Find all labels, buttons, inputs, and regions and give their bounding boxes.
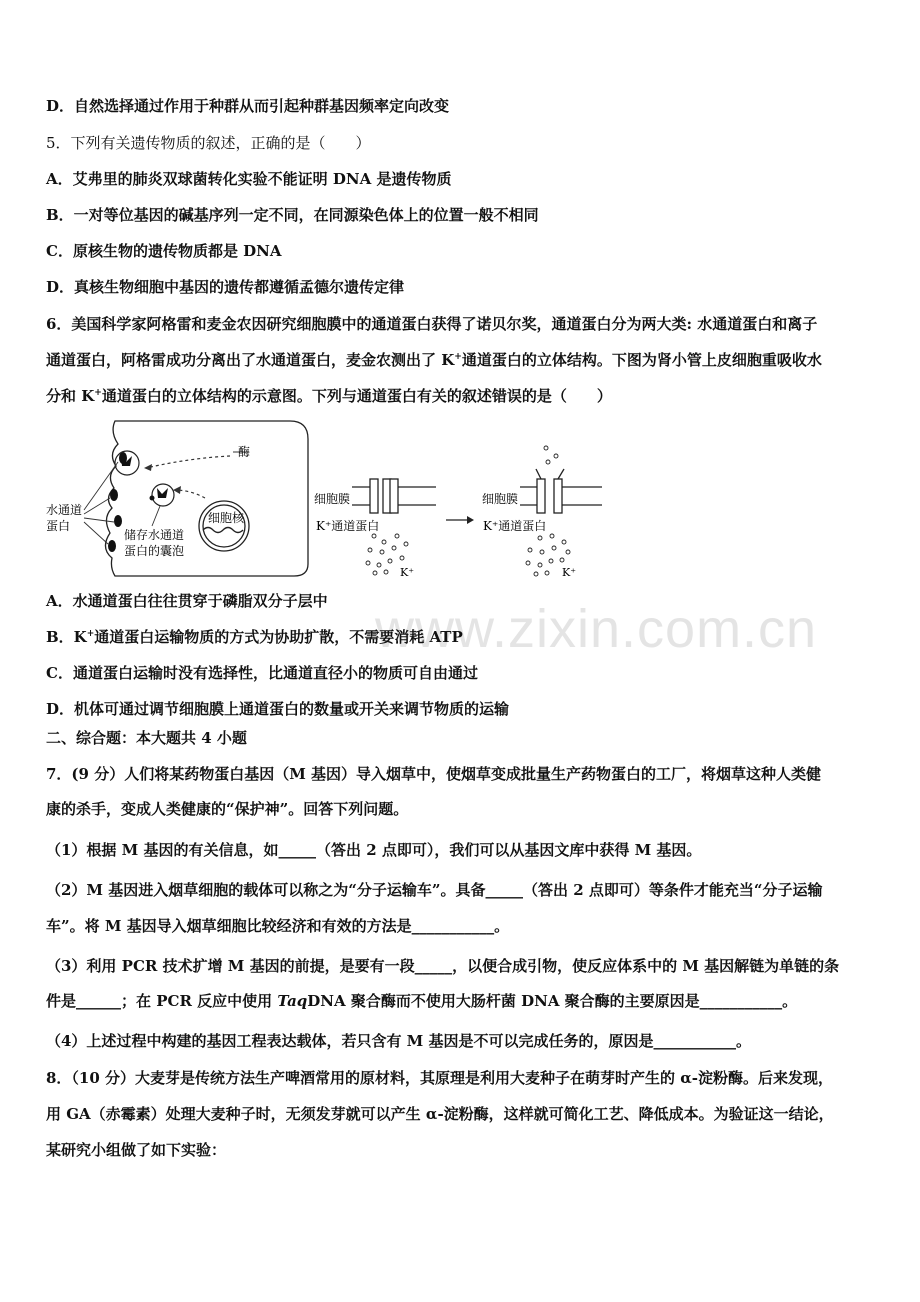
label-vesicle-2: 蛋白的囊泡 <box>124 544 185 558</box>
question-8-line-3: 某研究小组做了如下实验： <box>46 1141 227 1159</box>
label-kchannel-2: K⁺通道蛋白 <box>483 519 547 533</box>
label-enzyme: 酶 <box>238 445 251 459</box>
question-7-line-1: 7．(9 分）人们将某药物蛋白基因（M 基因）导入烟草中，使烟草变成批量生产药物蛋白的工厂，将烟草这种人类健 <box>46 765 822 783</box>
question-7-part-3-line-1: （3）利用 PCR 技术扩增 M 基因的前提，是要有一段_____，以便合成引物，使反应体系中的 M 基因解链为单链的条 <box>46 957 840 975</box>
option-5d-prev: D．自然选择通过作用于种群从而引起种群基因频率定向改变 <box>46 97 450 115</box>
label-kchannel-1: K⁺通道蛋白 <box>316 519 380 533</box>
option-5c: C．原核生物的遗传物质都是 DNA <box>46 242 282 260</box>
channel-protein-figure <box>40 418 610 582</box>
label-aqp-1: 水通道 <box>46 503 83 517</box>
label-kion-1: K⁺ <box>400 566 415 579</box>
label-kion-2: K⁺ <box>562 566 577 579</box>
nucleus-icon <box>199 501 249 551</box>
membrane-closed <box>352 479 436 513</box>
label-vesicle-1: 储存水通道 <box>124 528 185 542</box>
option-5a: A．艾弗里的肺炎双球菌转化实验不能证明 DNA 是遗传物质 <box>46 170 452 188</box>
k-ions-2 <box>526 446 570 576</box>
dashed-arrow-1 <box>146 456 230 468</box>
question-7-part-1: （1）根据 M 基因的有关信息，如_____（答出 2 点即可），我们可以从基因文库中获得 M 基因。 <box>46 841 702 859</box>
question-6-line-1: 6．美国科学家阿格雷和麦金农因研究细胞膜中的通道蛋白获得了诺贝尔奖，通道蛋白分为两大类: 水通道蛋白和离子 <box>46 315 818 333</box>
question-8-line-2: 用 GA（赤霉素）处理大麦种子时，无须发芽就可以产生 α-淀粉酶，这样就可简化工艺、降低成本。为验证这一结论， <box>46 1105 834 1123</box>
label-aqp-2: 蛋白 <box>46 519 71 533</box>
question-8-line-1: 8．（10 分）大麦芽是传统方法生产啤酒常用的原材料，其原理是利用大麦种子在萌芽时产生的 α-淀粉酶。后来发现， <box>46 1069 834 1087</box>
label-membrane-1: 细胞膜 <box>314 492 351 506</box>
membrane-open <box>520 469 602 513</box>
option-6a: A．水通道蛋白往往贯穿于磷脂双分子层中 <box>46 592 328 610</box>
option-6c: C．通道蛋白运输时没有选择性，比通道直径小的物质可自由通过 <box>46 664 478 682</box>
question-7-line-2: 康的杀手，变成人类健康的“保护神”。回答下列问题。 <box>46 800 409 818</box>
question-5-stem: 5．下列有关遗传物质的叙述，正确的是（ ） <box>46 134 371 152</box>
option-6b: B．K+通道蛋白运输物质的方式为协助扩散，不需要消耗 ATP <box>46 628 463 646</box>
option-5d: D．真核生物细胞中基因的遗传都遵循孟德尔遗传定律 <box>46 278 405 296</box>
option-5b: B．一对等位基因的碱基序列一定不同，在同源染色体上的位置一般不相同 <box>46 206 539 224</box>
question-7-part-4: （4）上述过程中构建的基因工程表达载体，若只含有 M 基因是不可以完成任务的，原因是___________。 <box>46 1032 751 1050</box>
watermark: www.zixin.com.cn <box>375 599 818 659</box>
label-membrane-2: 细胞膜 <box>482 492 519 506</box>
label-nucleus: 细胞核 <box>208 511 245 525</box>
question-6-line-3: 分和 K+通道蛋白的立体结构的示意图。下列与通道蛋白有关的叙述错误的是（ ） <box>46 387 612 405</box>
question-7-part-3-line-2: 件是______；在 PCR 反应中使用 TaqDNA 聚合酶而不使用大肠杆菌 DNA 聚合酶的主要原因是___________。 <box>46 992 798 1010</box>
question-7-part-2-line-1: （2）M 基因进入烟草细胞的载体可以称之为“分子运输车”。具备_____（答出 2 点即可）等条件才能充当“分子运输 <box>46 881 823 899</box>
question-6-line-2: 通道蛋白，阿格雷成功分离出了水通道蛋白，麦金农测出了 K+通道蛋白的立体结构。下图为肾小管上皮细胞重吸收水 <box>46 351 822 369</box>
question-7-part-2-line-2: 车”。将 M 基因导入烟草细胞比较经济和有效的方法是___________。 <box>46 917 510 935</box>
option-6d: D．机体可通过调节细胞膜上通道蛋白的数量或开关来调节物质的运输 <box>46 700 510 718</box>
section-heading: 二、综合题：本大题共 4 小题 <box>46 729 247 747</box>
